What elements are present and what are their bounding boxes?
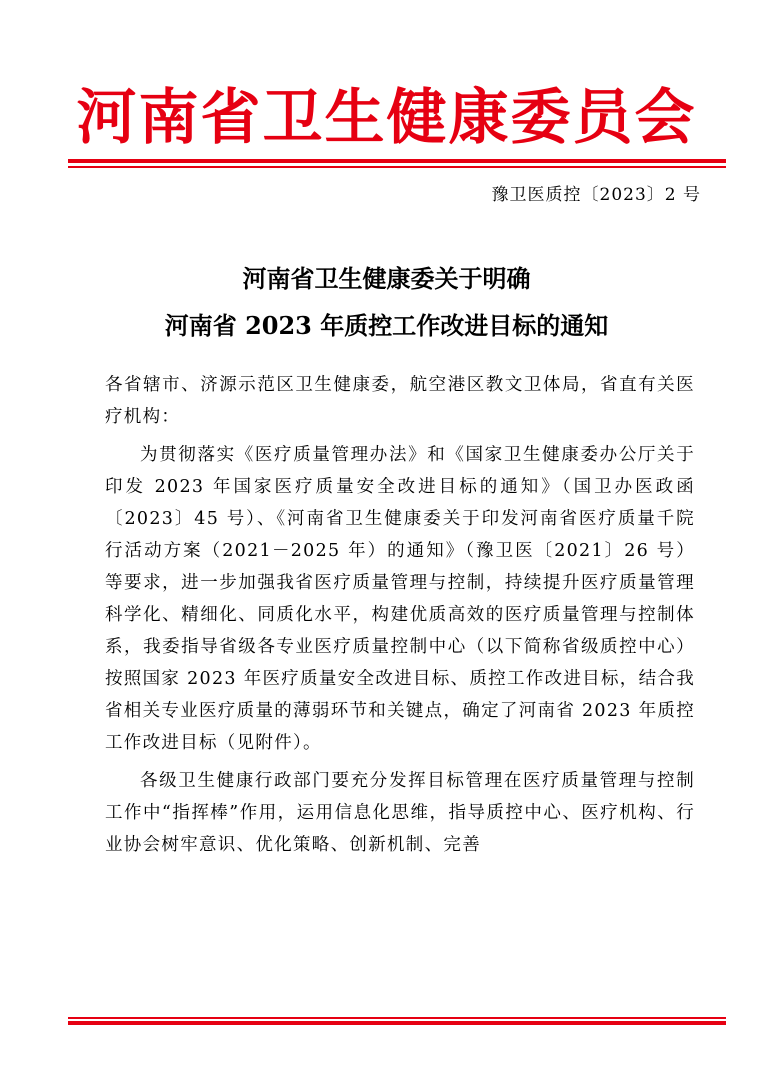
addressee: 各省辖市、济源示范区卫生健康委，航空港区教文卫体局，省直有关医疗机构： xyxy=(105,375,695,427)
footer-thick-rule xyxy=(68,1021,726,1025)
body-paragraph-2: 各级卫生健康行政部门要充分发挥目标管理在医疗质量管理与控制工作中“指挥棒”作用，运用信息化思维，指导质控中心、医疗机构、行业协会树牢意识、优化策略、创新机制、完善 xyxy=(105,771,695,855)
masthead-thin-rule xyxy=(68,166,726,168)
body-paragraph-1: 为贯彻落实《医疗质量管理办法》和《国家卫生健康委办公厅关于印发 2023 年国家医疗质量安全改进目标的通知》（国卫办医政函〔2023〕45 号）、《河南省卫生健康委关于印发河南省医疗质量千院行活动方案（2021－2025 年）的通知》（豫卫医〔2021〕26 号）等要求，进一步加强我省医疗质量管理与控制，持续提升医疗质量管理科学化、精细化、同质化水平，构建优质高效的医疗质量管理与控制体系，我委指导省级各专业医疗质量控制中心（以下简称省级质控中心）按照国家 2023 年医疗质量安全改进目标、质控工作改进目标，结合我省相关专业医疗质量的薄弱环节和关键点，确定了河南省 2023 年质控工作改进目标（见附件）。 xyxy=(105,445,695,753)
document-body xyxy=(105,369,695,861)
masthead-thick-rule xyxy=(68,159,726,163)
agency-masthead: 河南省卫生健康委员会 xyxy=(76,83,697,153)
title-line-2: 河南省 2023 年质控工作改进目标的通知 xyxy=(164,311,609,340)
title-line-1: 河南省卫生健康委关于明确 xyxy=(242,264,531,293)
document-number: 豫卫医质控〔2023〕2 号 xyxy=(491,185,701,205)
footer-thin-rule xyxy=(68,1017,726,1019)
